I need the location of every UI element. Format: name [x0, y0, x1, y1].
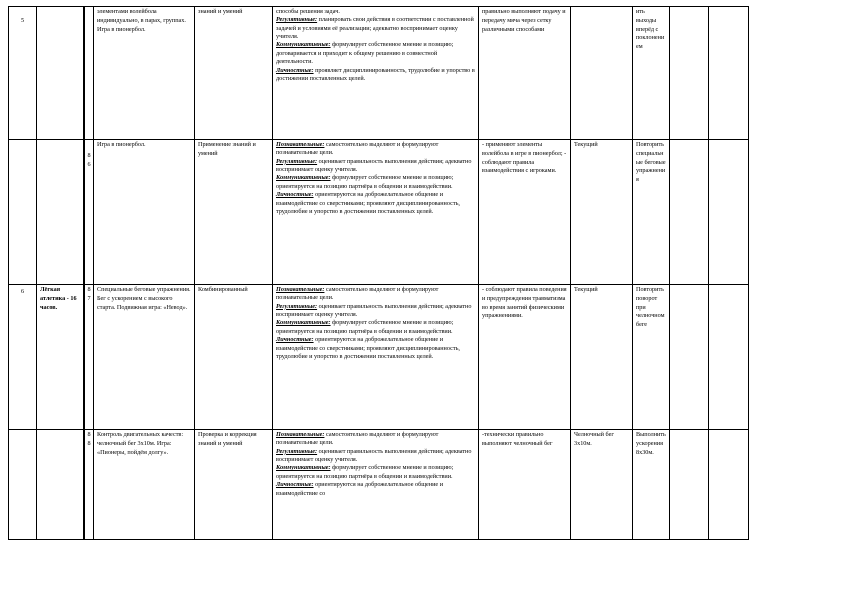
cell-date-fact: [709, 285, 749, 430]
cell-date-plan: [670, 430, 709, 540]
cell-type: знаний и умений: [195, 7, 273, 140]
cell-control: [571, 7, 633, 140]
table-row: [9, 430, 749, 540]
cell-date-fact: [709, 430, 749, 540]
cell-homework: Повторить специальные беговые упражнения: [633, 140, 670, 285]
uud-line: Личностные: проявляет дисциплинированность, трудолюбие и упорство в достижении поставленных целей.: [276, 66, 475, 82]
uud-line: Регулятивные: оценивает правильность выполнения действия; адекватно воспринимает оценку учителя.: [276, 157, 472, 174]
cell-homework: Повторить поворот при челночном беге: [633, 285, 670, 430]
cell-topic: Специальные беговые упражнения. Бег с ускорением с высокого старта. Подвижная игра: «Невод».: [94, 285, 195, 430]
cell-date-plan: [670, 140, 709, 285]
cell-date-fact: [709, 140, 749, 285]
cell-uud: [273, 430, 479, 540]
table-row: [9, 285, 749, 430]
cell-result: - соблюдают правила поведения и предупреждения травматизма во время занятий физическими упражнениями.: [479, 285, 571, 430]
cell-section: [37, 140, 84, 285]
cell-lesson: 8 7: [84, 285, 94, 430]
uud-line: Личностные: ориентируются на доброжелательное общение и взаимодействие со сверстниками; проявляют дисциплинированность, трудолюбие и упорство в достижении поставленных целей.: [276, 336, 460, 360]
cell-homework: Выполнить ускорения 8х30м.: [633, 430, 670, 540]
uud-line: Коммуникативные: формулирует собственное мнение и позицию; договаривается и приходит к общему решению в совместной деятельности.: [276, 41, 454, 66]
uud-line: Личностные: ориентируются на доброжелательное общение и взаимодействие со сверстниками; проявляют дисциплинированность, трудолюбие и упорство в достижении поставленных целей.: [276, 191, 460, 215]
cell-num: [9, 430, 37, 540]
cell-type: Комбинированный: [195, 285, 273, 430]
uud-line: Регулятивные: оценивает правильность выполнения действия; адекватно воспринимает оценку учителя.: [276, 447, 472, 464]
cell-control: Текущий: [571, 140, 633, 285]
cell-type: Проверка и коррекция знаний и умений: [195, 430, 273, 540]
uud-line: Коммуникативные: формулирует собственное мнение и позицию; ориентируется на позицию партнёра в общении и взаимодействии.: [276, 319, 454, 335]
cell-result: правильно выполняют подачу и передачу мяча через сетку различными способами: [479, 7, 571, 140]
cell-date-plan: [670, 285, 709, 430]
cell-uud: [273, 7, 479, 140]
lesson-plan-table: [8, 6, 749, 540]
cell-uud: [273, 140, 479, 285]
cell-type: Применение знаний и умений: [195, 140, 273, 285]
cell-date-plan: [670, 7, 709, 140]
cell-lesson: [84, 7, 94, 140]
cell-num: 6: [9, 285, 37, 430]
uud-line: Регулятивные: оценивает правильность выполнения действия; адекватно воспринимает оценку учителя.: [276, 302, 472, 319]
uud-line: Познавательные: самостоятельно выделяют и формулируют познавательные цели.: [276, 141, 439, 157]
cell-control: Текущий: [571, 285, 633, 430]
cell-result: -технически правильно выполняют челночный бег: [479, 430, 571, 540]
uud-line: Познавательные: самостоятельно выделяют и формулируют познавательные цели.: [276, 431, 439, 447]
cell-section: [37, 7, 84, 140]
cell-control: Челночный бег 3х10м.: [571, 430, 633, 540]
cell-uud: [273, 285, 479, 430]
uud-line: Коммуникативные: формулирует собственное мнение и позицию; ориентируется на позицию партнёра в общении и взаимодействии.: [276, 174, 454, 190]
cell-section: Лёгкая атлетика - 16 часов.: [37, 285, 84, 430]
uud-line: Личностные: ориентируются на доброжелательное общение и взаимодействие со: [276, 481, 444, 497]
table-row: [9, 140, 749, 285]
cell-num: 5: [9, 7, 37, 140]
uud-line: Коммуникативные: формулирует собственное мнение и позицию; ориентируется на позицию партнёра в общении и взаимодействии.: [276, 464, 454, 480]
cell-section: [37, 430, 84, 540]
uud-line: способы решения задач.: [276, 8, 340, 15]
cell-lesson: 8 6: [84, 140, 94, 285]
cell-result: - применяют элементы волейбола в игре в пионербол; - соблюдают правила взаимодействия с игроками.: [479, 140, 571, 285]
cell-num: [9, 140, 37, 285]
cell-topic: Контроль двигательных качеств: челночный бег 3х10м. Игра: «Пионеры, пойдём долгу».: [94, 430, 195, 540]
uud-line: Регулятивные: планировать свои действия в соответствии с поставленной задачей и условиями её реализации; адекватно воспринимает оценку учителя.: [276, 16, 474, 41]
cell-topic: элементами волейбола индивидуально, в парах, группах. Игра в пионербол.: [94, 7, 195, 140]
cell-date-fact: [709, 7, 749, 140]
cell-homework: ить выходы вперёд с поклонением: [633, 7, 670, 140]
table-row: [9, 7, 749, 140]
cell-lesson: 8 8: [84, 430, 94, 540]
lesson-plan-sheet: [8, 6, 748, 541]
uud-line: Познавательные: самостоятельно выделяют и формулируют познавательные цели.: [276, 286, 439, 302]
cell-topic: Игра в пионербол.: [94, 140, 195, 285]
